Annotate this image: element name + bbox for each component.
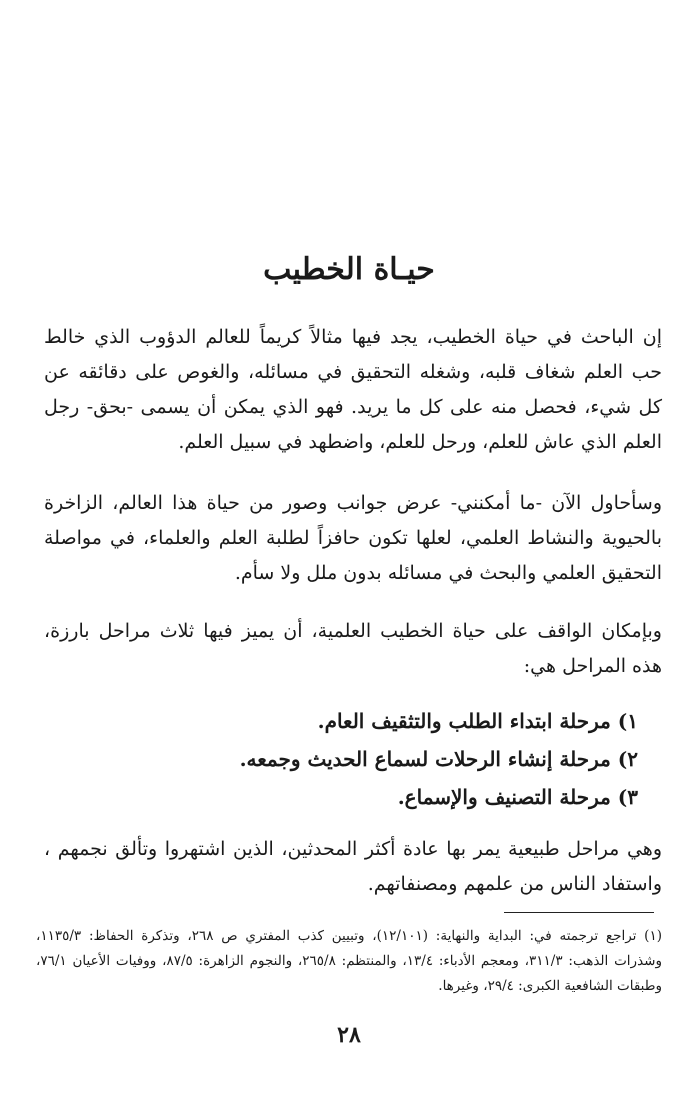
paragraph-intro: إن الباحث في حياة الخطيب، يجد فيها مثالاً كريماً للعالم الدؤوب الذي خالط حب العلم شغاف قلبه، وشغله التحقيق في مسائله، والغوص على دقائقه عن كل شيء، فحصل منه على كل ما يريد. فهو الذي يمكن أن يسمى -بحق- رجل العلم الذي عاش للعلم، ورحل للعلم، واضطهد في سبيل العلم. <box>44 326 662 453</box>
paragraph-conclusion: وهي مراحل طبيعية يمر بها عادة أكثر المحدثين، الذين اشتهروا وتألق نجمهم ، واستفاد الناس من علمهم ومصنفاتهم. <box>44 838 662 895</box>
footnote: (١) تراجع ترجمته في: البداية والنهاية: (١٢/١٠١)، وتبيين كذب المفتري ص ٢٦٨، وتذكرة الحفاظ: ١١٣٥/٣، وشذرات الذهب: ٣١١/٣، ومعجم الأدباء: ١٣/٤، والمنتظم: ٢٦٥/٨، والنجوم الزاهرة: ٨٧/٥، ووفيات الأعيان ٧٦/١، وطبقات الشافعية الكبرى: ٢٩/٤، وغيرها. <box>36 928 662 994</box>
stages-list <box>58 702 638 816</box>
chapter-title: حيـاة الخطيب <box>263 252 435 287</box>
stage-item-1: ١) مرحلة ابتداء الطلب والتثقيف العام. <box>317 709 638 733</box>
stage-item-2: ٢) مرحلة إنشاء الرحلات لسماع الحديث وجمعه. <box>239 747 638 771</box>
paragraph-stages-intro: وبإمكان الواقف على حياة الخطيب العلمية، أن يميز فيها ثلاث مراحل بارزة، هذه المراحل هي: <box>44 620 662 677</box>
page-number: ٢٨ <box>337 1022 361 1048</box>
paragraph-purpose: وسأحاول الآن -ما أمكنني- عرض جوانب وصور من حياة هذا العالم، الزاخرة بالحيوية والنشاط العلمي، لعلها تكون حافزاً لطلبة العلم والعلماء، في مواصلة التحقيق العلمي والبحث في مسائله بدون ملل ولا سأم. <box>44 492 662 584</box>
stage-item-3: ٣) مرحلة التصنيف والإسماع. <box>397 785 638 809</box>
footnote-separator <box>504 912 654 913</box>
